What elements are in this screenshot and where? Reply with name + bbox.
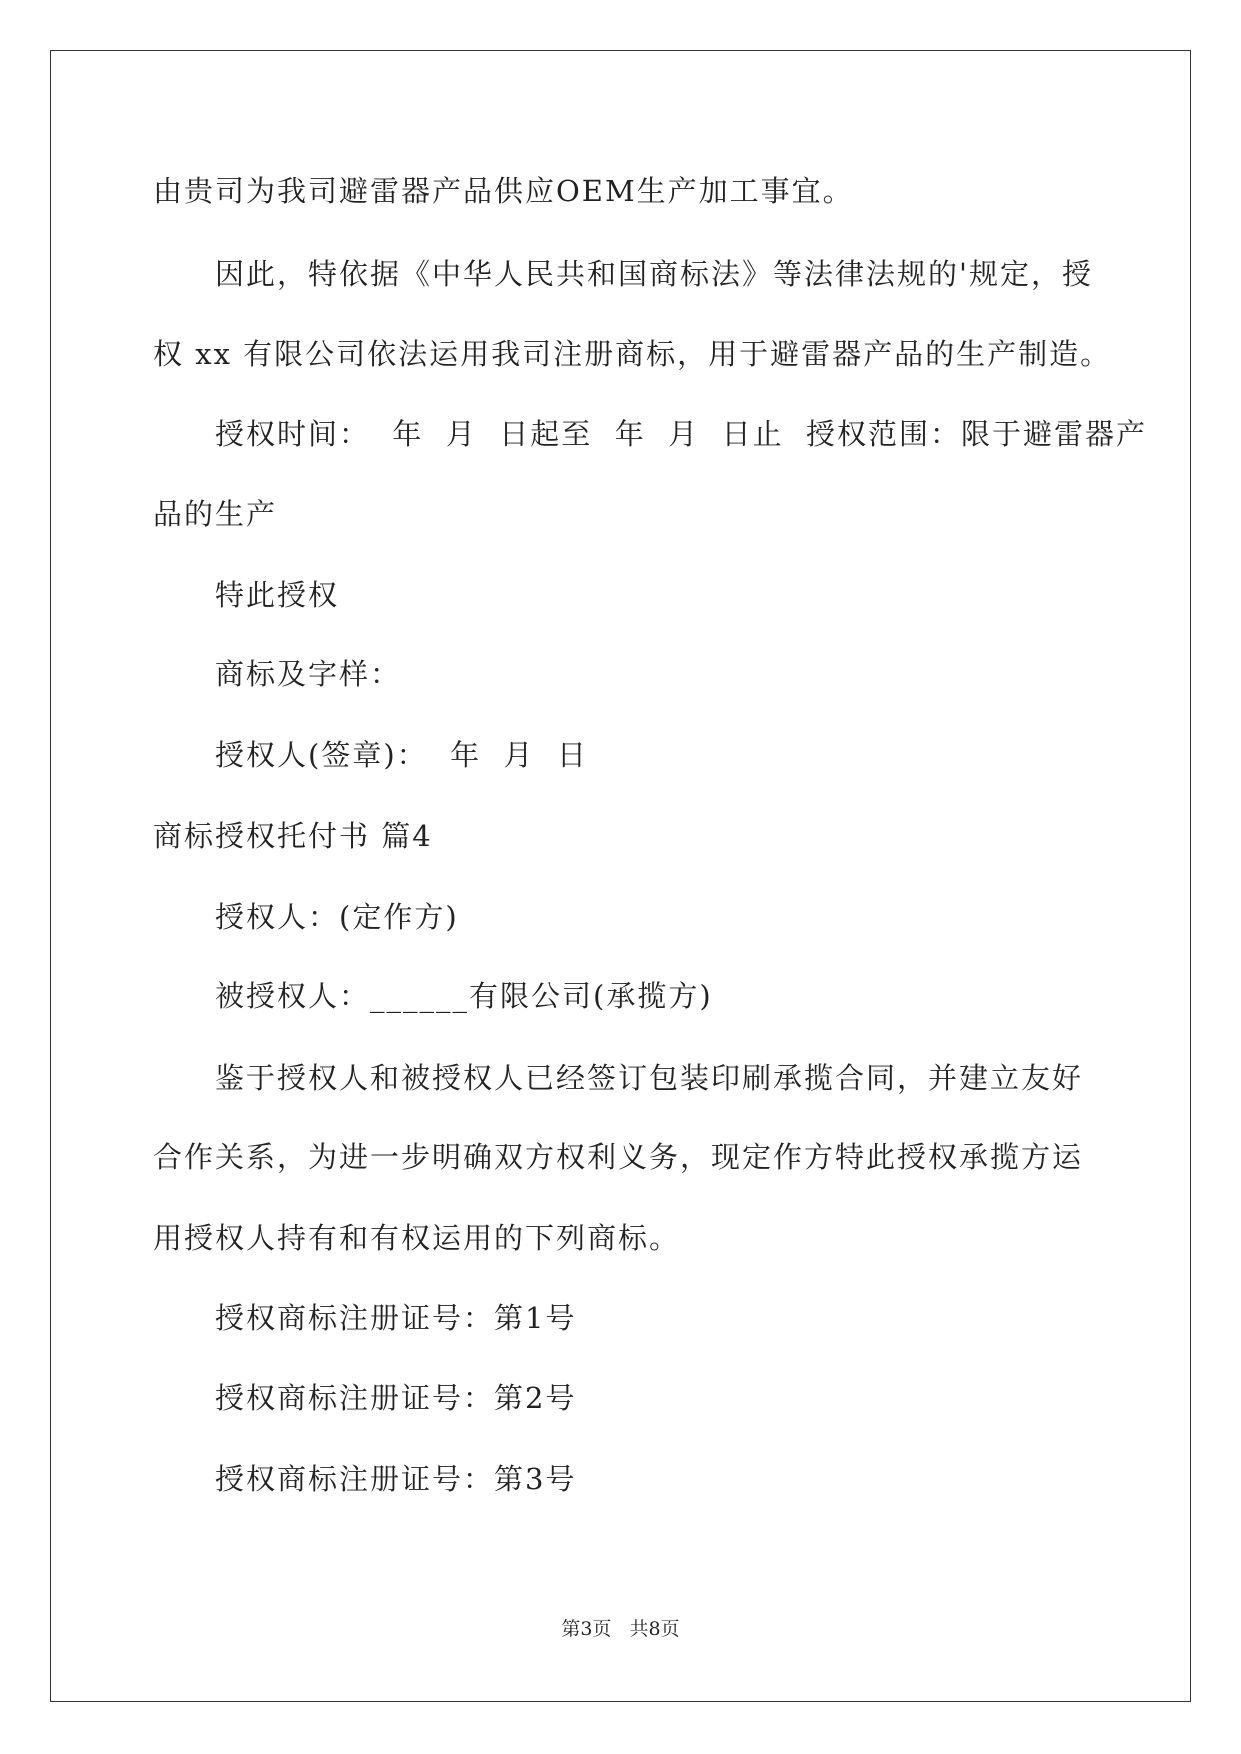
text-line-2: 因此，特依据《中华人民共和国商标法》等法律法规的'规定，授 [215,257,1093,291]
page-border [50,50,1191,1702]
text-line-5: 品的生产 [153,497,278,531]
text-line-11: 被授权人：______有限公司(承揽方) [215,979,713,1013]
text-line-14: 用授权人持有和有权运用的下列商标。 [153,1221,681,1255]
page-number-footer: 第3页 共8页 [561,1618,680,1640]
text-line-12: 鉴于授权人和被授权人已经签订包装印刷承揽合同，并建立友好 [215,1061,1084,1095]
text-line-7: 商标及字样： [215,657,402,691]
section-heading: 商标授权托付书 篇4 [153,819,433,853]
text-line-1: 由贵司为我司避雷器产品供应OEM生产加工事宜。 [153,174,854,208]
text-line-15: 授权商标注册证号：第1号 [215,1301,577,1335]
text-line-17: 授权商标注册证号：第3号 [215,1462,577,1496]
text-line-3: 权 xx 有限公司依法运用我司注册商标，用于避雷器产品的生产制造。 [153,337,1112,371]
text-line-6: 特此授权 [215,578,340,612]
text-line-4: 授权时间： 年 月 日起至 年 月 日止 授权范围：限于避雷器产 [215,417,1148,451]
text-line-10: 授权人：(定作方) [215,900,459,934]
text-line-16: 授权商标注册证号：第2号 [215,1381,577,1415]
text-line-13: 合作关系，为进一步明确双方权利义务，现定作方特此授权承揽方运 [153,1140,1084,1174]
text-line-8: 授权人(签章)： 年 月 日 [215,738,588,772]
